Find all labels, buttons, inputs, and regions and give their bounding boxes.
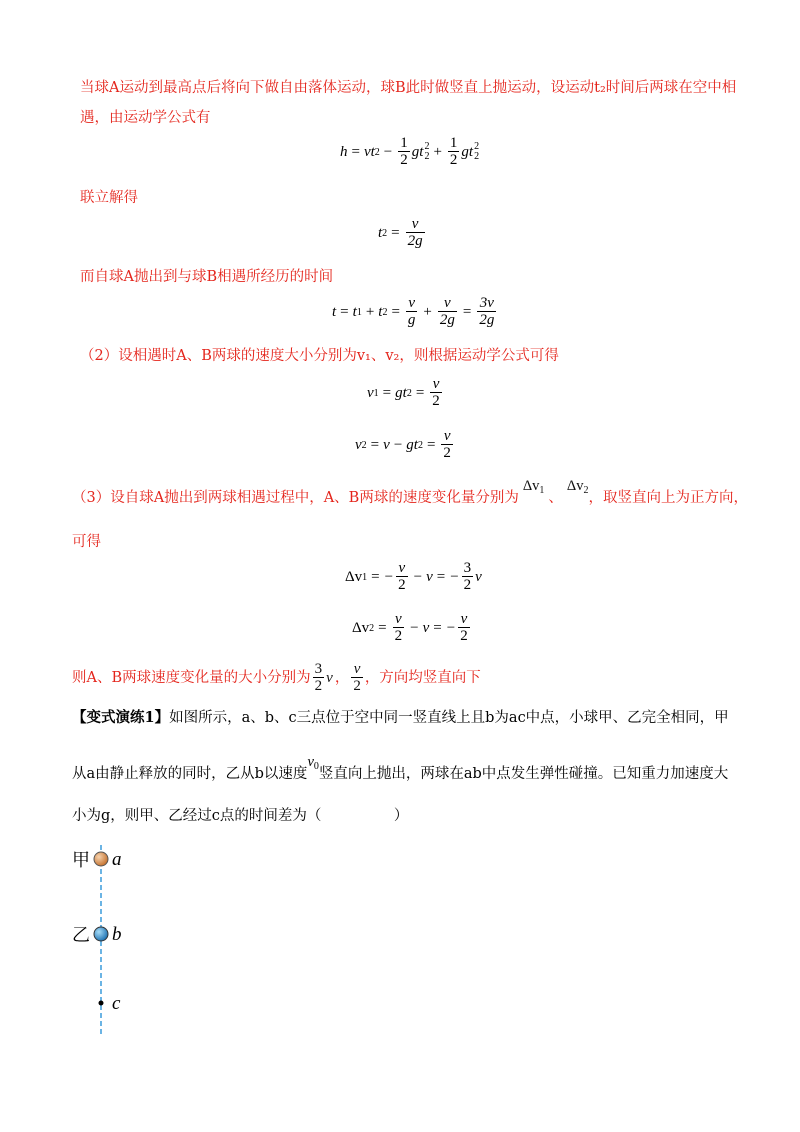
eq4-lhs: v [367,384,374,401]
ball-jia [94,852,108,866]
eq3-f2-den: 2g [439,312,455,328]
eq7-f1-num: v [395,611,402,627]
eq1-sub-1: 2 [424,151,430,162]
para7-f2-den: 2 [353,678,361,694]
para7-frac-1 [313,661,325,695]
eq1-sub-2: 2 [474,151,480,162]
eq6-sub: 1 [362,571,368,583]
eq6-frac-1 [396,560,408,594]
label-c: c [112,993,121,1014]
para7-frac-2 [351,661,363,695]
exercise-line1-text: 如图所示，a、b、c三点位于空中同一竖直线上且b为ac中点，小球甲、乙完全相同，甲 [169,710,729,726]
eq3-frac-2 [438,295,457,329]
equation-4: v 1 = gt 2 = $\frac{v}{2}$ [367,376,440,409]
para5-sep: 、 [548,490,563,506]
para3: 而自球A抛出到与球B相遇所经历的时间 [80,269,334,285]
para2: 联立解得 [80,190,138,206]
eq3-frac-1 [406,295,418,329]
eq1-frac-1 [398,135,410,169]
figure-vertical-line-diagram [70,840,200,1040]
eq4-sub: 1 [373,387,379,399]
eq4-frac [430,376,442,410]
label-a: a [112,849,122,870]
exercise-line2-text-b: 竖直向上抛出，两球在ab中点发生弹性碰撞。已知重力加速度大 [318,766,729,782]
eq1-gt-2: gt [461,143,474,160]
eq6-frac-2 [462,560,474,594]
para7-text-a: 则A、B两球速度变化量的大小分别为 [72,670,311,686]
exercise-v0-sub: 0 [313,761,319,772]
eq3-b-sub: 2 [382,306,388,318]
equation-5: v 2 = v − gt 2 = $\frac{v}{2}$ [355,428,451,461]
eq3-f2-num: v [444,295,451,311]
equation-3: t = t 1 + t 2 = $\frac{v}{g}$ + $\frac{v}{2g}$ = $\frac{3v}{2g}$ [332,295,495,328]
eq6-f2-den: 2 [463,577,472,593]
ball-yi [94,927,108,941]
eq5-num: v [443,428,451,444]
eq5-b: gt [406,436,418,453]
para7-frac-1-wrap [311,661,333,695]
para7-f1-den: 2 [314,678,323,694]
para5-dv2-sub: 2 [583,485,589,496]
eq6-mid: v [426,568,433,585]
eq1-sq-2: 2 [474,141,480,152]
para5-text-b: ，取竖直向上为正方向， [588,490,748,506]
eq3-a: t [352,303,357,320]
eq7-frac-1 [393,611,405,645]
exercise-line2-text-a: 从a由静止释放的同时，乙从b以速度 [72,766,308,782]
para7-frac-2-wrap [349,661,365,695]
eq6-f2-num: 3 [463,560,472,576]
eq5-b-sub: 2 [417,439,423,451]
eq3-f1-den: g [407,312,416,328]
eq1-sub: 2 [374,146,380,158]
eq6-f1-den: 2 [398,577,406,593]
eq6-lhs: Δv [345,568,363,585]
equation-1: h = vt 2 − $\frac{1}{2}$ gt 2 2 + $\frac{1}{2}$ gt 2 2 [340,135,480,168]
para5-text-a: （3）设自球A抛出到两球相遇过程中，A、B两球的速度变化量分别为 [72,490,519,506]
para1-line2: 遇，由运动学公式有 [80,110,211,126]
para5-dv2 [567,478,589,494]
eq1-frac2-num: 1 [449,135,458,151]
eq2-sub: 2 [382,227,388,239]
eq5-den: 2 [443,445,451,461]
para7-f1-num: 3 [314,661,323,677]
exercise-tag: 【变式演练1】 [72,709,170,726]
exercise-v0-sym: v [307,754,314,770]
eq3-frac-3 [477,295,496,329]
eq7-lhs: Δv [352,619,370,636]
label-b: b [112,924,122,945]
eq5-frac [441,428,453,462]
eq6-tail: v [475,568,482,585]
eq6-f1-num: v [398,560,406,576]
eq7-f1-den: 2 [394,628,403,644]
para1-line1: 当球A运动到最高点后将向下做自由落体运动，球B此时做竖直上抛运动，设运动t₂时间后两球在空中相 [80,80,737,96]
eq2-lhs: t [378,224,383,241]
para7-v: v [326,670,333,686]
eq3-f1-num: v [408,295,415,311]
eq1-lhs: h [340,143,348,160]
para5-dv1-sub: 1 [539,485,545,496]
para7-text-b: ，方向均竖直向下 [364,670,481,686]
eq7-sub: 2 [369,622,375,634]
eq2-num: v [411,216,419,232]
eq7-frac-2 [458,611,470,645]
para7 [72,660,481,696]
eq1-frac-2 [448,135,460,169]
eq3-b: t [378,303,383,320]
eq7-mid: v [422,619,430,636]
label-jia: 甲 [72,850,90,871]
eq4-mid: gt [395,384,407,401]
equation-6: Δv 1 = − $\frac{v}{2}$ − v = − $\frac{3}{2}$ v [345,560,482,593]
exercise-line3: 小为g，则甲、乙经过c点的时间差为（ ） [72,808,409,824]
para5-dv2-sym: Δv [566,478,584,494]
eq2-frac [406,216,425,250]
eq5-lhs: v [355,436,362,453]
para4: （2）设相遇时A、B两球的速度大小分别为v₁、v₂，则根据运动学公式可得 [80,348,559,364]
equation-2: t 2 = $\frac{v}{2g}$ [378,216,423,249]
eq3-lhs: t [332,303,337,320]
eq3-a-sub: 1 [356,306,362,318]
equation-7: Δv 2 = $\frac{v}{2}$ − v = − $\frac{v}{2}$ [352,611,468,644]
exercise-line2 [72,754,729,789]
eq2-den: 2g [407,233,423,249]
eq4-den: 2 [432,393,440,409]
label-yi: 乙 [72,925,90,946]
para7-sep: ， [334,670,350,686]
point-c [99,1001,104,1006]
eq7-f2-den: 2 [460,628,468,644]
para6: 可得 [72,534,101,550]
eq4-mid-sub: 2 [406,387,412,399]
eq4-num: v [432,376,440,392]
exercise-v0 [307,754,318,770]
para7-f2-num: v [353,661,361,677]
eq3-f3-den: 2g [479,312,495,328]
eq5-a: v [383,436,390,453]
para5-dv1-sym: Δv [522,478,540,494]
eq1-gt-1: gt [411,143,424,160]
eq3-f3-num: 3v [479,295,494,311]
exercise-line1 [72,708,729,728]
eq1-vt: vt [363,143,375,160]
eq1-frac1-den: 2 [400,152,408,168]
para5-dv1 [523,478,545,494]
eq1-frac2-den: 2 [449,152,458,168]
eq7-f2-num: v [460,611,468,627]
eq1-frac1-num: 1 [400,135,408,151]
eq1-sq-1: 2 [424,141,430,152]
eq5-sub: 2 [361,439,367,451]
